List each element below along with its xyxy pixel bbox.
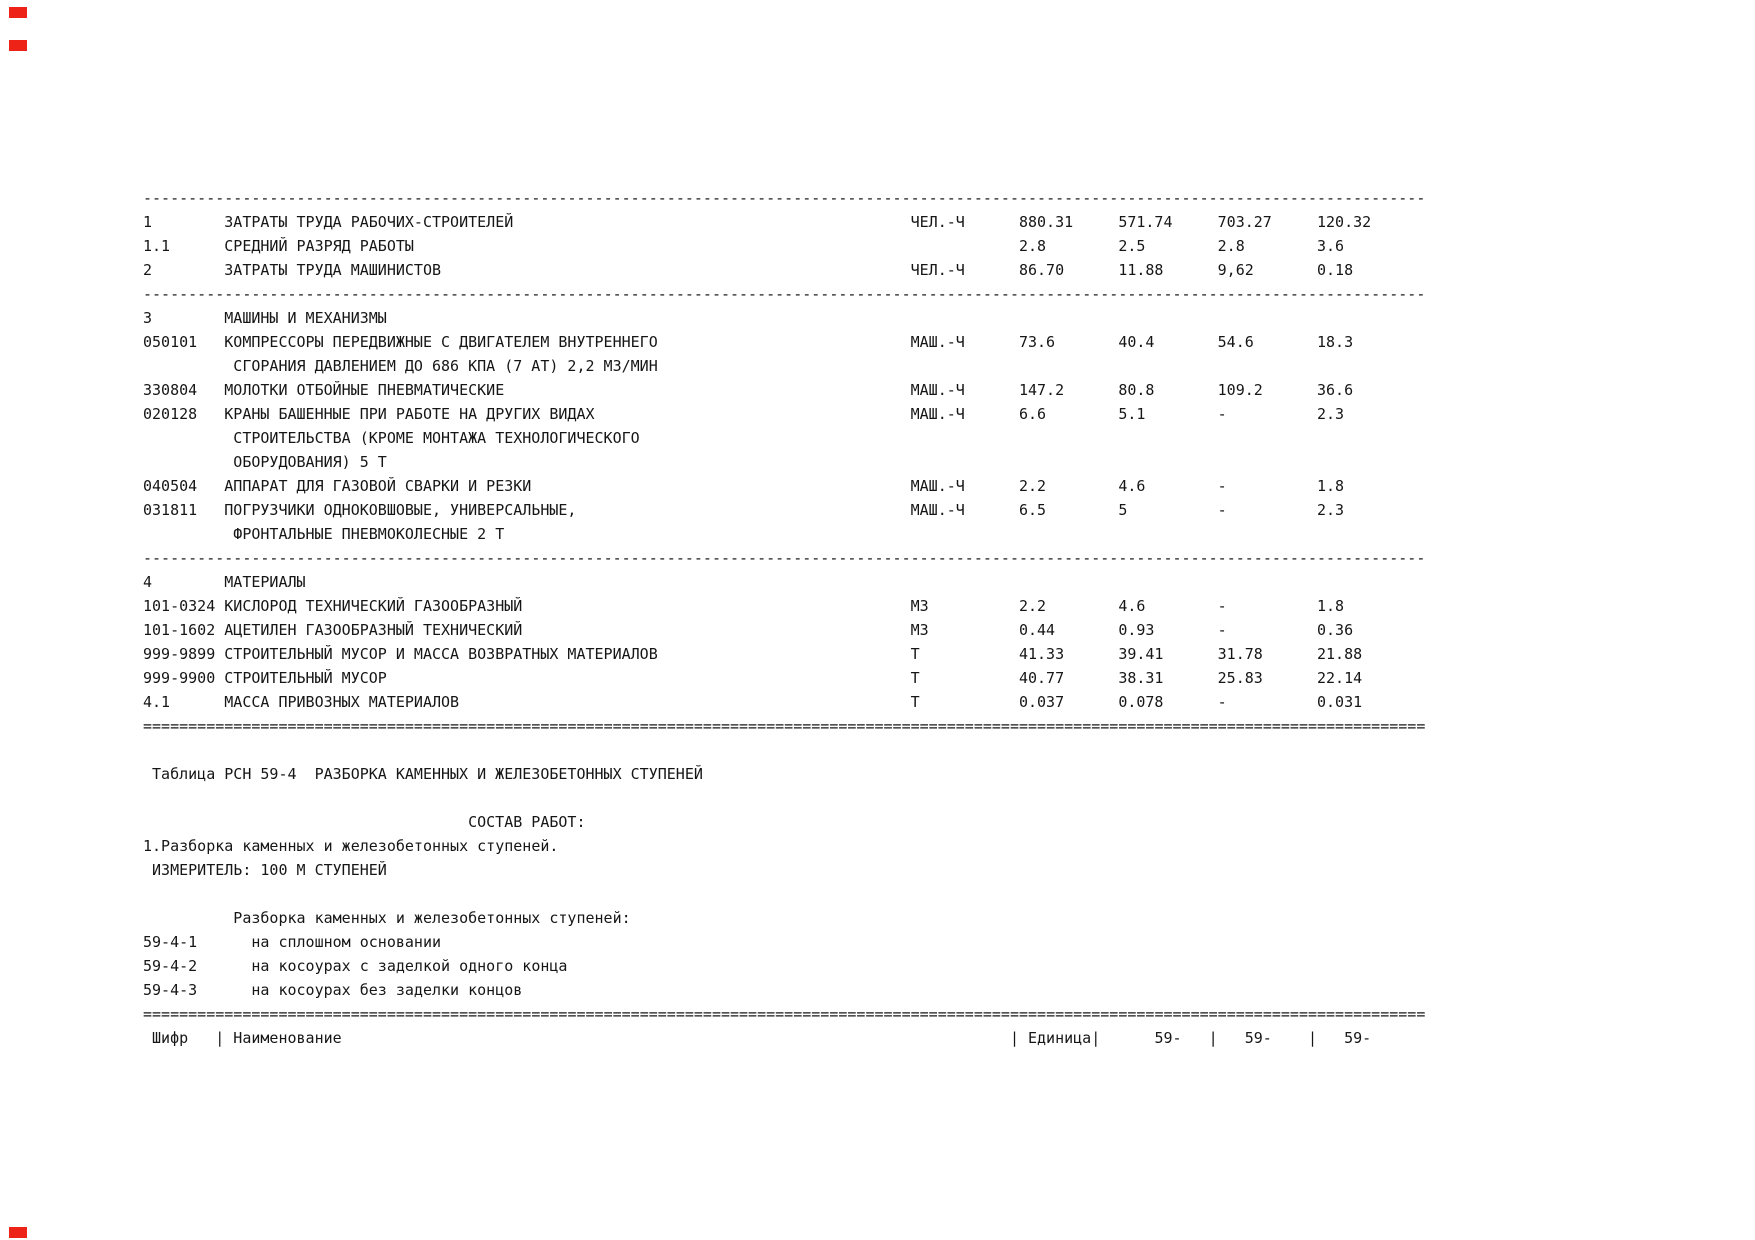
resource-row [143, 618, 1593, 642]
resource-value: 4.6 [1118, 477, 1146, 495]
resource-value: 5 [1118, 501, 1128, 519]
resource-row [143, 210, 1593, 234]
resource-code: 050101 [143, 333, 198, 351]
page-mark-bottom [9, 1227, 27, 1238]
variant-name: на косоурах с заделкой одного конца [251, 957, 568, 975]
resource-value: 2.2 [1018, 597, 1047, 615]
variants-heading-row [143, 906, 1593, 930]
header-cell: Шифр [152, 1029, 189, 1047]
table-title-row [143, 762, 1593, 786]
resource-value: 2.8 [1217, 237, 1245, 255]
resource-value: 2.3 [1316, 501, 1345, 519]
resource-row [143, 594, 1593, 618]
page-mark-top-1 [9, 7, 27, 18]
resource-name: СТРОИТЕЛЬНЫЙ МУСОР [224, 669, 387, 687]
resource-value: 0.44 [1018, 621, 1056, 639]
resource-value: 0.078 [1118, 693, 1164, 711]
resource-value: 6.5 [1018, 501, 1047, 519]
resource-code: 4 [143, 573, 153, 591]
resource-name: СРЕДНИЙ РАЗРЯД РАБОТЫ [224, 237, 414, 255]
resource-name: МАССА ПРИВОЗНЫХ МАТЕРИАЛОВ [224, 693, 460, 711]
resource-value: - [1217, 405, 1227, 423]
resource-value: 880.31 [1018, 213, 1074, 231]
resource-value: 2.3 [1316, 405, 1345, 423]
variant-row [143, 978, 1593, 1002]
work-item-row [143, 834, 1593, 858]
resource-code: 1.1 [143, 237, 171, 255]
resource-value: 39.41 [1118, 645, 1164, 663]
resource-value: 2.8 [1018, 237, 1047, 255]
resource-row [143, 378, 1593, 402]
resource-name-continuation: СГОРАНИЯ ДАВЛЕНИЕМ ДО 686 КПА (7 АТ) 2,2 МЗ/МИН [233, 357, 658, 375]
resource-row [143, 258, 1593, 282]
resource-value: 36.6 [1316, 381, 1354, 399]
resource-code: 4.1 [143, 693, 171, 711]
resource-row [143, 474, 1593, 498]
resource-value: 147.2 [1018, 381, 1065, 399]
resource-name: ЗАТРАТЫ ТРУДА РАБОЧИХ-СТРОИТЕЛЕЙ [224, 213, 514, 231]
resource-code: 2 [143, 261, 153, 279]
resource-code: 020128 [143, 405, 198, 423]
resource-unit: МАШ.-Ч [910, 333, 965, 351]
resource-code: 040504 [143, 477, 198, 495]
next-table-header-row [143, 1026, 1593, 1050]
resource-unit: ЧЕЛ.-Ч [910, 213, 965, 231]
resource-row [143, 306, 1593, 330]
resource-unit: МАШ.-Ч [910, 405, 965, 423]
resource-code: 031811 [143, 501, 198, 519]
resource-value: 0.36 [1316, 621, 1354, 639]
resource-value: 120.32 [1316, 213, 1372, 231]
resource-name: КРАНЫ БАШЕННЫЕ ПРИ РАБОТЕ НА ДРУГИХ ВИДАХ [224, 405, 595, 423]
resource-value: - [1217, 597, 1227, 615]
resource-value: 0.037 [1018, 693, 1065, 711]
resource-name: МАТЕРИАЛЫ [224, 573, 306, 591]
resource-row-continuation [143, 450, 1593, 474]
resource-value: - [1217, 693, 1227, 711]
resource-name: СТРОИТЕЛЬНЫЙ МУСОР И МАССА ВОЗВРАТНЫХ МАТЕРИАЛОВ [224, 645, 658, 663]
variant-row [143, 930, 1593, 954]
resource-value: - [1217, 477, 1227, 495]
section-divider: ---------------------------------------------------------------------------------------------------------------------------------------------- [143, 189, 1426, 207]
resource-value: 38.31 [1118, 669, 1164, 687]
resource-unit: Т [910, 645, 920, 663]
resource-unit: МАШ.-Ч [910, 501, 965, 519]
variant-code: 59-4-2 [143, 957, 198, 975]
resource-unit: Т [910, 693, 920, 711]
resource-value: 2.2 [1018, 477, 1047, 495]
resource-name: МАШИНЫ И МЕХАНИЗМЫ [224, 309, 387, 327]
section-divider: ---------------------------------------------------------------------------------------------------------------------------------------------- [143, 285, 1426, 303]
resource-value: 3.6 [1316, 237, 1345, 255]
resource-unit: М3 [910, 621, 929, 639]
resource-value: 1.8 [1316, 477, 1345, 495]
resource-value: 703.27 [1217, 213, 1272, 231]
resource-unit: ЧЕЛ.-Ч [910, 261, 965, 279]
resource-row [143, 402, 1593, 426]
column-separator: | [215, 1029, 225, 1047]
resource-value: 11.88 [1118, 261, 1164, 279]
resource-value: 6.6 [1018, 405, 1047, 423]
resource-code: 999-9899 [143, 645, 216, 663]
resource-value: 21.88 [1316, 645, 1363, 663]
resource-value: 54.6 [1217, 333, 1254, 351]
resource-value: 2.5 [1118, 237, 1146, 255]
resource-row [143, 570, 1593, 594]
resource-row-continuation [143, 522, 1593, 546]
resource-value: 1.8 [1316, 597, 1345, 615]
resource-value: 73.6 [1018, 333, 1056, 351]
resource-code: 101-0324 [143, 597, 216, 615]
resource-value: 22.14 [1316, 669, 1363, 687]
resource-name: АППАРАТ ДЛЯ ГАЗОВОЙ СВАРКИ И РЕЗКИ [224, 477, 532, 495]
resource-value: 0.18 [1316, 261, 1354, 279]
resource-name: КИСЛОРОД ТЕХНИЧЕСКИЙ ГАЗООБРАЗНЫЙ [224, 597, 523, 615]
resource-row [143, 234, 1593, 258]
header-cell: Наименование [233, 1029, 342, 1047]
resource-unit: Т [910, 669, 920, 687]
resource-value: 5.1 [1118, 405, 1146, 423]
blank-line [143, 786, 1593, 810]
variant-code: 59-4-1 [143, 933, 198, 951]
resource-value: - [1217, 501, 1227, 519]
resource-unit: МАШ.-Ч [910, 381, 965, 399]
resource-value: 571.74 [1118, 213, 1173, 231]
resource-name: КОМПРЕССОРЫ ПЕРЕДВИЖНЫЕ С ДВИГАТЕЛЕМ ВНУТРЕННЕГО [224, 333, 658, 351]
table-title: Таблица РСН 59-4 РАЗБОРКА КАМЕННЫХ И ЖЕЛЕЗОБЕТОННЫХ СТУПЕНЕЙ [152, 765, 703, 783]
resource-value: 0.031 [1316, 693, 1363, 711]
header-cell: 59- [1244, 1029, 1272, 1047]
resource-row [143, 330, 1593, 354]
resource-value: 40.4 [1118, 333, 1155, 351]
estimate-document-text [143, 186, 1593, 1050]
resource-value: 80.8 [1118, 381, 1155, 399]
resource-row-continuation [143, 426, 1593, 450]
header-cell: 59- [1154, 1029, 1182, 1047]
resource-name: АЦЕТИЛЕН ГАЗООБРАЗНЫЙ ТЕХНИЧЕСКИЙ [224, 621, 523, 639]
blank-line [143, 738, 1593, 762]
resource-name: МОЛОТКИ ОТБОЙНЫЕ ПНЕВМАТИЧЕСКИЕ [224, 381, 505, 399]
resource-unit: М3 [910, 597, 929, 615]
table-end-divider: ============================================================================================================================================== [143, 1005, 1426, 1023]
resource-row-continuation [143, 354, 1593, 378]
header-cell: Единица [1028, 1029, 1092, 1047]
resource-code: 1 [143, 213, 153, 231]
resource-code: 3 [143, 309, 153, 327]
resource-value: 109.2 [1217, 381, 1263, 399]
page-mark-top-2 [9, 40, 27, 51]
resource-value: 41.33 [1018, 645, 1065, 663]
resource-unit: МАШ.-Ч [910, 477, 965, 495]
column-separator: | [1307, 1029, 1317, 1047]
resource-value: 31.78 [1217, 645, 1263, 663]
variants-heading: Разборка каменных и железобетонных ступеней: [233, 909, 631, 927]
resource-value: 4.6 [1118, 597, 1146, 615]
measurer: ИЗМЕРИТЕЛЬ: 100 М СТУПЕНЕЙ [152, 861, 387, 879]
resource-code: 330804 [143, 381, 198, 399]
resource-value: 18.3 [1316, 333, 1354, 351]
resource-value: 25.83 [1217, 669, 1263, 687]
resource-value: 40.77 [1018, 669, 1065, 687]
resource-value: - [1217, 621, 1227, 639]
resource-row [143, 642, 1593, 666]
blank-line [143, 882, 1593, 906]
resource-code: 999-9900 [143, 669, 216, 687]
resource-name: ПОГРУЗЧИКИ ОДНОКОВШОВЫЕ, УНИВЕРСАЛЬНЫЕ, [224, 501, 577, 519]
table-end-divider: ============================================================================================================================================== [143, 717, 1426, 735]
resource-value: 0.93 [1118, 621, 1155, 639]
resource-name-continuation: ОБОРУДОВАНИЯ) 5 Т [233, 453, 387, 471]
resource-code: 101-1602 [143, 621, 216, 639]
resource-value: 86.70 [1018, 261, 1065, 279]
variant-code: 59-4-3 [143, 981, 198, 999]
resource-name-continuation: СТРОИТЕЛЬСТВА (КРОМЕ МОНТАЖА ТЕХНОЛОГИЧЕСКОГО [233, 429, 640, 447]
resource-name-continuation: ФРОНТАЛЬНЫЕ ПНЕВМОКОЛЕСНЫЕ 2 Т [233, 525, 505, 543]
works-heading-row [143, 810, 1593, 834]
column-separator: | [1009, 1029, 1019, 1047]
column-separator: | [1208, 1029, 1218, 1047]
header-cell: 59- [1344, 1029, 1372, 1047]
resource-name: ЗАТРАТЫ ТРУДА МАШИНИСТОВ [224, 261, 442, 279]
resource-row [143, 498, 1593, 522]
variant-name: на сплошном основании [251, 933, 442, 951]
resource-value: 9,62 [1217, 261, 1254, 279]
works-heading: СОСТАВ РАБОТ: [468, 813, 586, 831]
column-separator: | [1091, 1029, 1101, 1047]
work-item: 1.Разборка каменных и железобетонных ступеней. [143, 837, 559, 855]
measurer-row [143, 858, 1593, 882]
resource-row [143, 666, 1593, 690]
variant-name: на косоурах без заделки концов [251, 981, 523, 999]
resource-row [143, 690, 1593, 714]
section-divider: ---------------------------------------------------------------------------------------------------------------------------------------------- [143, 549, 1426, 567]
variant-row [143, 954, 1593, 978]
